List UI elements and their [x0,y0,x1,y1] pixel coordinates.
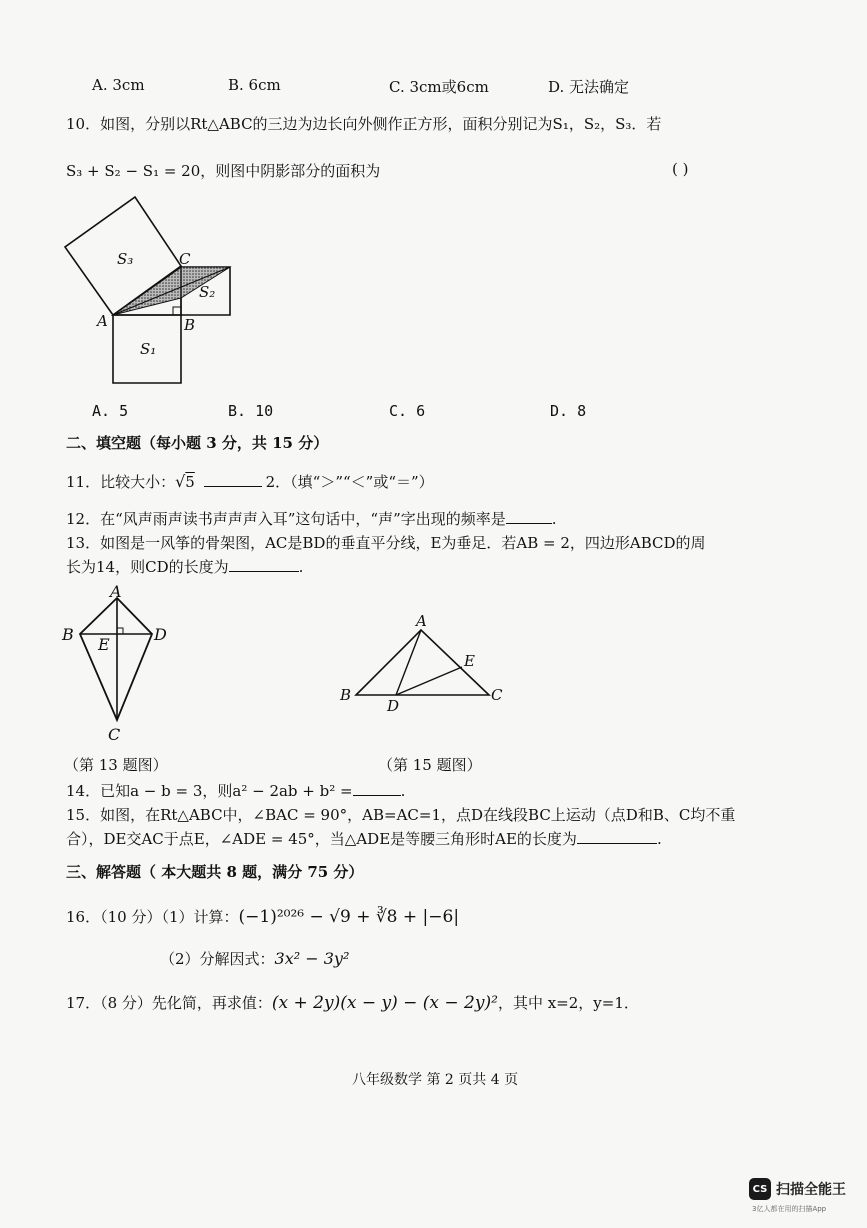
q17 [66,992,639,1013]
camscanner-name: 扫描全能王 [776,1182,846,1198]
fig15-label-d: D [387,697,400,715]
q10-line2: S₃ + S₂ − S₁ = 20，则图中阴影部分的面积为 [66,162,381,180]
fig15-caption: （第 15 题图） [378,756,482,774]
q16-part2-label: （2）分解因式： [160,950,275,968]
q10-line1: 10．如图，分别以Rt△ABC的三边为边长向外侧作正方形，面积分别记为S₁，S₂，S₃．若 [66,115,662,133]
fig15-label-a: A [416,612,427,630]
q11-suffix: 2．（填“＞”“＜”或“＝”） [265,473,434,491]
q17-suffix: ，其中 x=2，y=1． [497,994,639,1012]
q9-option-d: D. 无法确定 [548,78,630,96]
q15-line2: 合），DE交AC于点E，∠ADE = 45°，当△ADE是等腰三角形时AE的长度为 [66,830,577,848]
fig13-caption: （第 13 题图） [64,756,168,774]
label-s3: S₃ [117,250,134,268]
q15-line1: 15．如图，在Rt△ABC中，∠BAC = 90°，AB=AC=1，点D在线段BC上运动（点D和B、C均不重 [66,806,736,824]
fig15-label-c: C [491,686,503,704]
q10-option-c: C. 6 [389,402,426,420]
fig15-label-e: E [464,652,475,670]
q14-text: 14．已知a − b = 3，则a² − 2ab + b² = [66,782,353,800]
q14-answer-blank[interactable] [353,781,401,796]
fig13-label-c: C [108,725,121,744]
label-s2: S₂ [199,283,216,301]
q16-label: 16．（10 分）（1）计算： [66,908,239,926]
fig13-label-a: A [110,582,122,601]
q15-answer-blank[interactable] [577,829,657,844]
section2-heading: 二、填空题（每小题 3 分，共 15 分） [66,434,329,452]
q13-line1: 13．如图是一风筝的骨架图，AC是BD的垂直平分线，E为垂足．若AB = 2，四边形ABCD的周 [66,534,706,552]
fig13-label-d: D [154,625,167,644]
q15-line2-wrap: 合），DE交AC于点E，∠ADE = 45°，当△ADE是等腰三角形时AE的长度为 . [66,830,662,848]
q11-radicand: 5 [185,473,195,491]
section3-heading: 三、解答题（ 本大题共 8 题，满分 75 分） [66,863,364,881]
camscanner-tagline: 3亿人都在用的扫描App [752,1205,827,1213]
q17-expr: (x + 2y)(x − y) − (x − 2y)² [271,993,498,1013]
q13-line2: 长为14，则CD的长度为 [66,558,229,576]
q13-line2-wrap: 长为14，则CD的长度为 . [66,558,304,576]
q11: 11．比较大小：√5 2．（填“＞”“＜”或“＝”） [66,472,434,491]
q9-option-c: C. 3cm或6cm [389,78,489,96]
q10-option-b: B. 10 [228,402,274,420]
q10-option-a: A. 5 [92,402,129,420]
page-footer: 八年级数学 第 2 页共 4 页 [352,1072,519,1088]
q12-text: 12．在“风声雨声读书声声声入耳”这句话中，“声”字出现的频率是 [66,510,506,528]
label-a: A [97,312,108,330]
q11-prefix: 11．比较大小： [66,473,176,491]
q16-expr: (−1)²⁰²⁶ − √9 + ∛8 + |−6| [238,907,460,927]
q10-option-d: D. 8 [550,402,587,420]
q16 [66,906,459,927]
q16-part2-expr: 3x² − 3y² [274,949,350,968]
q16-part2 [160,948,349,969]
q9-option-b: B. 6cm [228,76,281,94]
fig13-label-e: E [98,635,110,654]
q14: 14．已知a − b = 3，则a² − 2ab + b² = . [66,782,406,800]
q12: 12．在“风声雨声读书声声声入耳”这句话中，“声”字出现的频率是 . [66,510,557,528]
label-c: C [179,250,191,268]
q10-answer-paren: ( ) [672,160,689,178]
label-b: B [184,316,196,334]
q9-option-a: A. 3cm [92,76,145,94]
label-s1: S₁ [140,340,157,358]
q17-label: 17．（8 分）先化简，再求值： [66,994,272,1012]
camscanner-logo-icon: CS [749,1178,771,1200]
fig13-label-b: B [62,625,74,644]
fig15-label-b: B [340,686,352,704]
